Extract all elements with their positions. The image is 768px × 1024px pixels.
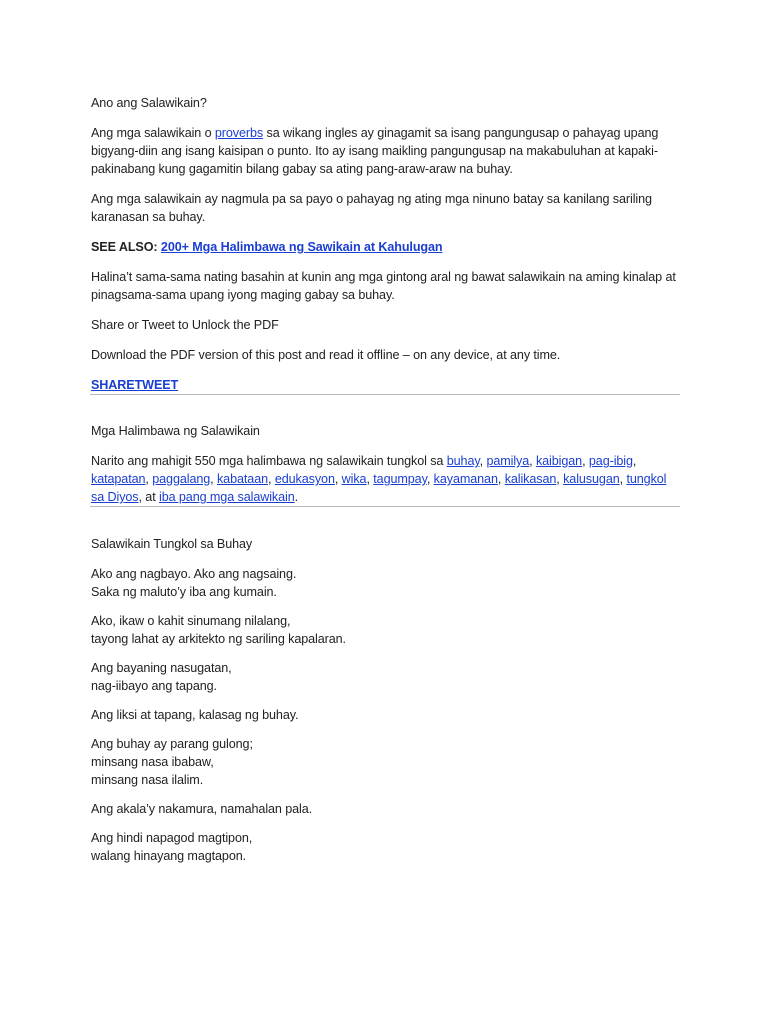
proverb-line: Ang buhay ay parang gulong; xyxy=(91,737,253,751)
proverb-item xyxy=(91,735,680,789)
intro-paragraph-3: Halina’t sama-sama nating basahin at kunin ang mga gintong aral ng bawat salawikain na aming kinalap at pinagsama-sama upang iyong maging gabay sa buhay. xyxy=(91,270,676,302)
share-row xyxy=(91,376,680,394)
proverb-item xyxy=(91,659,680,695)
proverb-item xyxy=(91,829,680,865)
intro-title: Ano ang Salawikain? xyxy=(91,96,207,110)
topic-link[interactable]: kaibigan xyxy=(535,454,583,468)
proverb-item xyxy=(91,800,680,818)
topic-separator: , xyxy=(582,454,589,468)
topic-link[interactable]: katapatan xyxy=(91,472,146,486)
topic-separator: , xyxy=(619,472,627,486)
proverb-line: nag-iibayo ang tapang. xyxy=(91,679,217,693)
proverb-line: Ang bayaning nasugatan, xyxy=(91,661,232,675)
proverbs-link[interactable]: proverbs xyxy=(214,126,264,140)
topic-separator: , xyxy=(426,472,434,486)
proverb-line: Ang hindi napagod magtipon, xyxy=(91,831,253,845)
proverb-line: walang hinayang magtapon. xyxy=(91,849,247,863)
proverb-line: tayong lahat ay arkitekto ng sariling kapalaran. xyxy=(91,632,346,646)
topic-separator: , xyxy=(210,472,217,486)
intro-p1-before: Ang mga salawikain o xyxy=(91,126,215,140)
topic-link[interactable]: kalusugan xyxy=(563,472,620,486)
topic-separator: , xyxy=(145,472,153,486)
examples-end: . xyxy=(294,490,299,504)
proverb-item xyxy=(91,612,680,648)
proverb-list xyxy=(91,565,680,865)
proverb-line: Ang akala’y nakamura, namahalan pala. xyxy=(91,802,313,816)
proverb-line: Ako ang nagbayo. Ako ang nagsaing. xyxy=(91,567,297,581)
proverb-line: Saka ng maluto’y iba ang kumain. xyxy=(91,585,277,599)
topic-link[interactable]: buhay xyxy=(446,454,480,468)
share-tweet-link[interactable]: SHARETWEET xyxy=(91,378,179,392)
topic-separator: , xyxy=(334,472,342,486)
topic-separator: , xyxy=(632,454,637,468)
topic-link[interactable]: kabataan xyxy=(216,472,269,486)
see-also-link[interactable]: 200+ Mga Halimbawa ng Sawikain at Kahulugan xyxy=(160,240,443,254)
proverb-item xyxy=(91,706,680,724)
more-proverbs-link[interactable]: iba pang mga salawikain xyxy=(159,490,295,504)
topic-link[interactable]: kalikasan xyxy=(504,472,557,486)
see-also-label: SEE ALSO: xyxy=(91,240,161,254)
topic-separator: , xyxy=(529,454,536,468)
proverb-line: minsang nasa ibabaw, xyxy=(91,755,214,769)
topic-separator: , xyxy=(556,472,564,486)
topic-separator: , xyxy=(268,472,275,486)
examples-paragraph xyxy=(91,452,680,506)
topic-link[interactable]: pag-ibig xyxy=(588,454,633,468)
divider xyxy=(90,394,680,395)
unlock-title: Share or Tweet to Unlock the PDF xyxy=(91,318,279,332)
examples-title: Mga Halimbawa ng Salawikain xyxy=(91,424,260,438)
topic-link[interactable]: tagumpay xyxy=(373,472,427,486)
intro-paragraph-1 xyxy=(91,124,680,178)
proverb-line: Ang liksi at tapang, kalasag ng buhay. xyxy=(91,708,299,722)
topic-separator: , xyxy=(366,472,374,486)
proverb-line: minsang nasa ilalim. xyxy=(91,773,204,787)
topic-link[interactable]: pamilya xyxy=(486,454,530,468)
proverb-line: Ako, ikaw o kahit sinumang nilalang, xyxy=(91,614,291,628)
topic-link[interactable]: paggalang xyxy=(152,472,211,486)
topic-link[interactable]: wika xyxy=(341,472,367,486)
proverb-item xyxy=(91,565,680,601)
intro-paragraph-2: Ang mga salawikain ay nagmula pa sa payo o pahayag ng ating mga ninuno batay sa kanilang sariling karanasan sa buhay. xyxy=(91,192,652,224)
topic-link[interactable]: edukasyon xyxy=(274,472,335,486)
examples-and: , at xyxy=(138,490,159,504)
divider xyxy=(90,506,680,507)
unlock-description: Download the PDF version of this post and read it offline – on any device, at any time. xyxy=(91,348,561,362)
topic-separator: , xyxy=(497,472,505,486)
intro-p1-after: sa wikang ingles ay ginagamit sa isang pangungusap o pahayag upang bigyang-diin ang isang kaisipan o punto. Ito ay isang maikling pangungusap na makabuluhan at kapaki-pakinabang kung gagamitin bilang gabay sa ating pang-araw-araw na buhay. xyxy=(91,126,659,176)
examples-lead: Narito ang mahigit 550 mga halimbawa ng salawikain tungkol sa xyxy=(91,454,447,468)
topic-separator: , xyxy=(479,454,487,468)
topic-link[interactable]: tungkol sa Diyos xyxy=(91,472,667,504)
see-also xyxy=(91,238,680,256)
topic-link[interactable]: kayamanan xyxy=(433,472,498,486)
buhay-section-title: Salawikain Tungkol sa Buhay xyxy=(91,537,253,551)
